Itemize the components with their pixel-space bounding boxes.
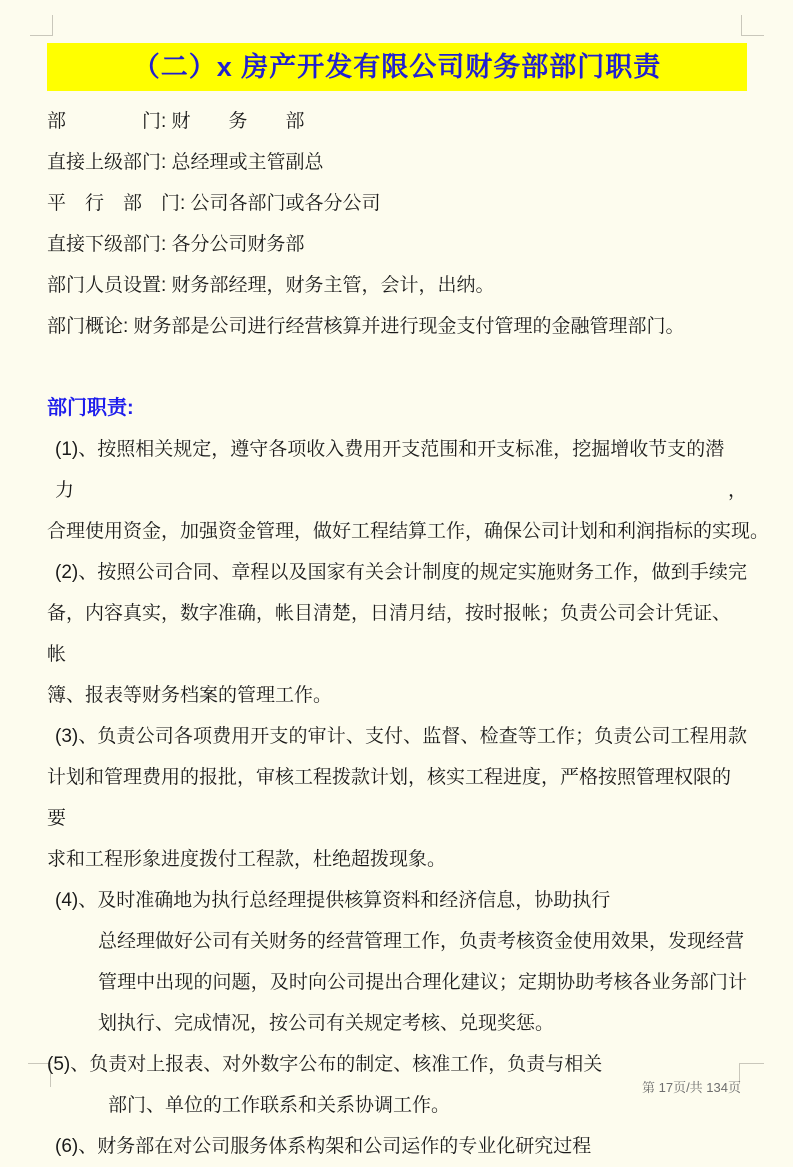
blank-line xyxy=(47,347,747,388)
crop-mark-top-left xyxy=(30,15,53,36)
duty-line: 部门、单位的工作联系和关系协调工作。 xyxy=(108,1095,451,1116)
duty-line: (2)、按照公司合同、章程以及国家有关会计制度的规定实施财务工作，做到手续完 xyxy=(55,562,747,583)
duty-line: 簿、报表等财务档案的管理工作。 xyxy=(47,685,333,706)
duty-line: 划执行、完成情况，按公司有关规定考核、兑现奖惩。 xyxy=(98,1013,555,1034)
duty-line: (1)、按照相关规定，遵守各项收入费用开支范围和开支标准，挖掘增收节支的潜力， xyxy=(55,439,747,501)
page-content xyxy=(47,43,770,1167)
duty-line: 计划和管理费用的报批，审核工程拨款计划，核实工程进度，严格按照管理权限的要 xyxy=(47,767,732,829)
info-line-parallel: 平 行 部 门: 公司各部门或各分公司 xyxy=(47,193,381,214)
page-number: 第 17页/共 134页 xyxy=(642,1080,741,1095)
duty-line: 总经理做好公司有关财务的经营管理工作，负责考核资金使用效果，发现经营 xyxy=(98,931,745,952)
duty-line: 管理中出现的问题，及时向公司提出合理化建议；定期协助考核各业务部门计 xyxy=(98,972,747,993)
info-line-subordinate: 直接下级部门: 各分公司财务部 xyxy=(47,234,305,255)
duty-line: 求和工程形象进度拨付工程款，杜绝超拨现象。 xyxy=(47,849,447,870)
duty-line: (5)、负责对上报表、对外数字公布的制定、核准工作，负责与相关 xyxy=(47,1054,603,1075)
duty-line: 备，内容真实，数字准确，帐目清楚，日清月结，按时报帐；负责公司会计凭证、帐 xyxy=(47,603,732,665)
crop-mark-top-right xyxy=(741,15,764,36)
info-line-overview: 部门概论: 财务部是公司进行经营核算并进行现金支付管理的金融管理部门。 xyxy=(47,316,685,337)
document-body xyxy=(47,101,770,1167)
duty-line: (4)、及时准确地为执行总经理提供核算资料和经济信息，协助执行 xyxy=(55,890,611,911)
duty-line: 合理使用资金，加强资金管理，做好工程结算工作，确保公司计划和利润指标的实现。 xyxy=(47,521,770,542)
duty-line: (6)、财务部在对公司服务体系构架和公司运作的专业化研究过程 xyxy=(55,1136,592,1157)
info-line-staffing: 部门人员设置: 财务部经理，财务主管，会计，出纳。 xyxy=(47,275,495,296)
info-line-department: 部 门: 财 务 部 xyxy=(47,111,305,132)
section-heading: 部门职责: xyxy=(47,397,134,419)
info-line-superior: 直接上级部门: 总经理或主管副总 xyxy=(47,152,324,173)
page-title: （二）x 房产开发有限公司财务部部门职责 xyxy=(47,43,747,91)
duty-line: (3)、负责公司各项费用开支的审计、支付、监督、检查等工作；负责公司工程用款 xyxy=(55,726,747,747)
